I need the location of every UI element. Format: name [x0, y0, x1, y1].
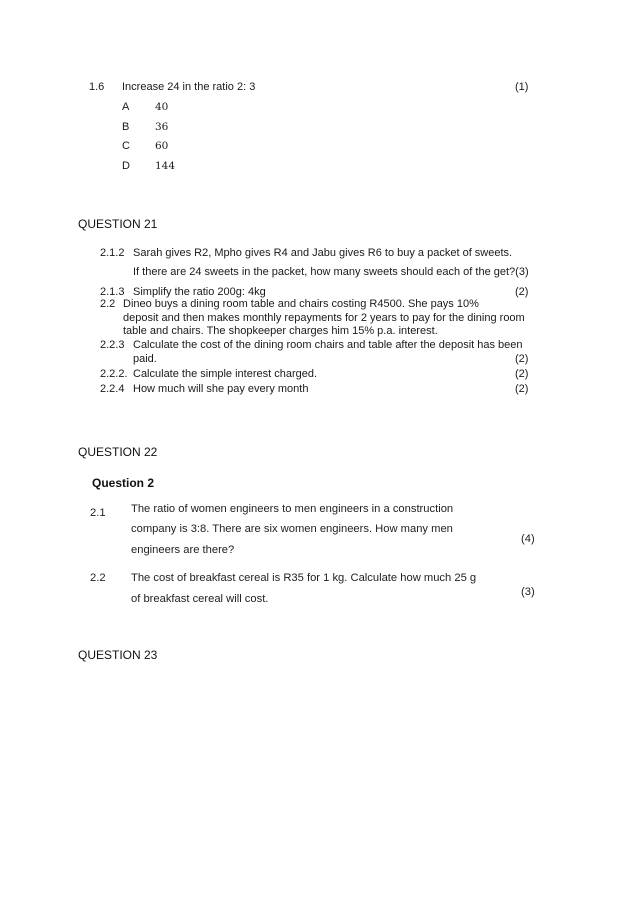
item-number: 2.1.3	[100, 286, 125, 298]
q16-number: 1.6	[89, 81, 105, 93]
item-text: Calculate the simple interest charged.	[133, 368, 318, 380]
item-marks: (2)	[515, 286, 529, 298]
q21-line: The ratio of women engineers to men engineers in a construction	[131, 503, 454, 515]
q21-number: 2.1	[90, 507, 106, 519]
item-text: If there are 24 sweets in the packet, how many sweets should each of the get?(3)	[133, 266, 529, 278]
item-number: 2.2.2.	[100, 368, 128, 380]
option-letter: B	[122, 121, 130, 133]
item-number: 2.2	[100, 298, 116, 310]
option-value: 40	[155, 101, 169, 113]
question-2-subheading: Question 2	[92, 476, 155, 490]
q22-number: 2.2	[90, 572, 106, 584]
item-text: Calculate the cost of the dining room chairs and table after the deposit has been	[133, 339, 523, 351]
item-text: paid.	[133, 353, 157, 365]
q22-marks: (3)	[521, 586, 535, 598]
option-letter: C	[122, 140, 130, 152]
option-value: 36	[155, 121, 169, 133]
item-text: Sarah gives R2, Mpho gives R4 and Jabu gives R6 to buy a packet of sweets.	[133, 247, 513, 259]
option-letter: D	[122, 160, 130, 172]
q21-line: engineers are there?	[131, 544, 235, 556]
item-number: 2.2.3	[100, 339, 125, 351]
q16-question: Increase 24 in the ratio 2: 3	[122, 81, 256, 93]
item-text: table and chairs. The shopkeeper charges him 15% p.a. interest.	[123, 325, 438, 337]
question-23-heading: QUESTION 23	[78, 648, 158, 662]
q21-line: company is 3:8. There are six women engineers. How many men	[131, 523, 453, 535]
q22-line: The cost of breakfast cereal is R35 for 1 kg. Calculate how much 25 g	[131, 572, 477, 584]
item-number: 2.1.2	[100, 247, 125, 259]
question-22-heading: QUESTION 22	[78, 445, 158, 459]
item-marks: (2)	[515, 383, 529, 395]
item-marks: (2)	[515, 353, 529, 365]
item-number: 2.2.4	[100, 383, 125, 395]
q21-marks: (4)	[521, 533, 535, 545]
option-value: 144	[155, 160, 176, 172]
item-text: How much will she pay every month	[133, 383, 309, 395]
question-21-heading: QUESTION 21	[78, 217, 158, 231]
item-text: deposit and then makes monthly repayments for 2 years to pay for the dining room	[123, 312, 525, 324]
option-letter: A	[122, 101, 130, 113]
option-value: 60	[155, 140, 169, 152]
item-text: Dineo buys a dining room table and chairs costing R4500. She pays 10%	[123, 298, 479, 310]
item-text: Simplify the ratio 200g: 4kg	[133, 286, 266, 298]
q22-line: of breakfast cereal will cost.	[131, 593, 269, 605]
q16-marks: (1)	[515, 81, 529, 93]
item-marks: (2)	[515, 368, 529, 380]
